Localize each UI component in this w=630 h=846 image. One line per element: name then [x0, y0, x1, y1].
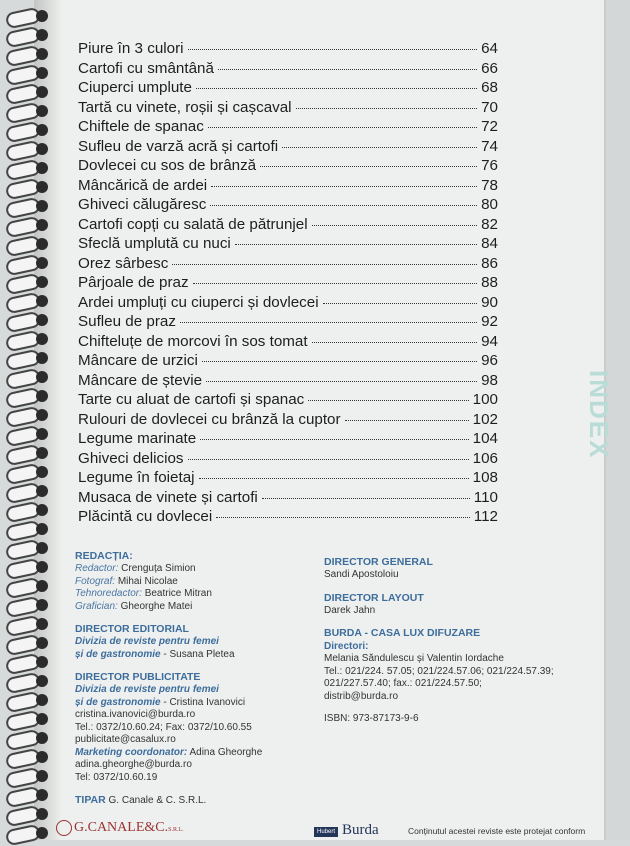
- binding-ring: [6, 407, 50, 425]
- toc-entry-title: Sufleu de varză acră și cartofi: [78, 137, 279, 155]
- director-publicitate-header: DIRECTOR PUBLICITATE: [75, 671, 201, 683]
- toc-entry-page: 106: [472, 449, 498, 467]
- staff-label: Tehnoredactor:: [75, 588, 142, 599]
- toc-entry: [78, 235, 498, 255]
- toc-entry-page: 78: [481, 176, 498, 194]
- binding-ring: [6, 84, 50, 102]
- dot-leader: [296, 108, 478, 109]
- credits-left: [75, 550, 315, 808]
- burda-logo-text: Burda: [342, 822, 379, 838]
- dot-leader: [312, 342, 477, 343]
- binding-ring: [6, 236, 50, 254]
- toc-entry-page: 88: [481, 274, 498, 291]
- phone-text: Tel.: 0372/10.60.24; Fax: 0372/10.60.55: [75, 721, 252, 733]
- binding-ring: [6, 350, 50, 368]
- dot-leader: [345, 420, 469, 421]
- staff-label: Fotograf:: [75, 575, 116, 587]
- toc-entry-title: Plăcintă cu dovlecei: [78, 508, 213, 525]
- toc-entry-page: 76: [481, 157, 498, 174]
- email-text: publicitate@casalux.ro: [75, 734, 176, 745]
- binding-ring: [6, 540, 50, 558]
- toc-entry: [78, 333, 498, 353]
- dot-leader: [211, 186, 477, 187]
- dot-leader: [323, 303, 478, 304]
- dot-leader: [210, 205, 477, 206]
- dot-leader: [208, 127, 477, 128]
- division-line: Divizia de reviste pentru femei: [75, 636, 219, 647]
- dot-leader: [308, 400, 468, 401]
- toc-entry-title: Rulouri de dovlecei cu brânză la cuptor: [78, 410, 341, 428]
- difuzare-header: BURDA - CASA LUX DIFUZARE: [324, 627, 481, 639]
- dot-leader: [312, 225, 477, 226]
- toc-entry: [78, 177, 498, 197]
- toc-entry-title: Sufleu de praz: [78, 313, 176, 330]
- toc-entry-page: 82: [481, 215, 498, 233]
- dot-leader: [282, 147, 477, 148]
- binding-ring: [6, 673, 50, 691]
- binding-ring: [6, 749, 50, 767]
- staff-name: Mihai Nicolae: [117, 575, 178, 587]
- binding-ring: [6, 369, 50, 387]
- binding-ring: [6, 806, 50, 824]
- binding-ring: [6, 711, 50, 729]
- toc-entry: [78, 60, 498, 80]
- marketing-name: Adina Gheorghe: [187, 746, 263, 758]
- toc-entry-title: Legume marinate: [78, 430, 197, 447]
- binding-ring: [6, 274, 50, 292]
- phone-text: Tel: 0372/10.60.19: [75, 771, 158, 783]
- index-side-tab: INDEX: [584, 370, 614, 460]
- burda-logo-box: Hubert: [314, 827, 338, 837]
- canale-logo-suffix: S.R.L.: [168, 827, 184, 834]
- dot-leader: [199, 478, 469, 479]
- binding-ring: [6, 787, 50, 805]
- dot-leader: [216, 517, 470, 518]
- canale-logo-icon: [56, 820, 72, 836]
- binding-ring: [6, 103, 50, 121]
- toc-entry-page: 64: [481, 40, 498, 57]
- binding-ring: [6, 692, 50, 710]
- dot-leader: [180, 322, 477, 323]
- toc-entry-title: Orez sârbesc: [78, 254, 169, 272]
- toc-entry: [78, 313, 498, 333]
- toc-entry: [78, 411, 498, 431]
- toc-entry-title: Chiftele de spanac: [78, 118, 204, 135]
- binding-ring: [6, 331, 50, 349]
- binding-ring: [6, 464, 50, 482]
- dot-leader: [188, 49, 478, 50]
- division-line: Divizia de reviste pentru femei: [75, 684, 219, 695]
- toc-entry: [78, 352, 498, 372]
- binding-ring: [6, 768, 50, 786]
- dot-leader: [262, 498, 470, 499]
- dot-leader: [206, 381, 477, 382]
- binding-ring: [6, 426, 50, 444]
- legal-notice: Conținutul acestei reviste este protejat conform: [408, 826, 586, 836]
- binding-ring: [6, 217, 50, 235]
- binding-ring: [6, 160, 50, 178]
- directori-label: Directori:: [324, 641, 369, 652]
- toc-entry-page: 102: [472, 410, 498, 428]
- toc-entry-title: Cartofi copți cu salată de pătrunjel: [78, 215, 308, 233]
- director-editorial-name: - Susana Pletea: [160, 648, 235, 660]
- staff-line: [75, 576, 315, 589]
- toc-entry: [78, 274, 498, 294]
- toc-entry-page: 84: [481, 235, 498, 252]
- spiral-binding: [0, 0, 58, 840]
- binding-ring: [6, 521, 50, 539]
- binding-ring: [6, 559, 50, 577]
- staff-line: [75, 563, 315, 576]
- canale-logo: [56, 820, 184, 836]
- staff-name: Crenguța Simion: [121, 563, 196, 574]
- toc-entry-page: 90: [481, 293, 498, 311]
- binding-ring: [6, 578, 50, 596]
- canale-logo-text: G.CANALE&C.: [74, 820, 169, 836]
- staff-name: Beatrice Mitran: [144, 588, 212, 599]
- director-layout-header: DIRECTOR LAYOUT: [324, 591, 424, 604]
- tipar-line: [75, 794, 315, 808]
- binding-ring: [6, 483, 50, 501]
- binding-ring: [6, 27, 50, 45]
- toc-entry-page: 80: [481, 196, 498, 213]
- toc-entry-page: 112: [473, 508, 498, 525]
- toc-entry-page: 94: [481, 332, 498, 350]
- tipar-value: G. Canale & C. S.R.L.: [105, 795, 207, 806]
- director-general-header: DIRECTOR GENERAL: [324, 556, 433, 568]
- email-text: cristina.ivanovici@burda.ro: [75, 709, 196, 720]
- toc-entry: [78, 450, 498, 470]
- dot-leader: [202, 361, 477, 362]
- toc-entry-title: Legume în foietaj: [78, 469, 195, 486]
- toc-entry-title: Tarte cu aluat de cartofi și spanac: [78, 391, 305, 408]
- division-name-line: [75, 649, 315, 662]
- dot-leader: [193, 283, 477, 284]
- binding-ring: [6, 312, 50, 330]
- director-general-name: Sandi Apostoloiu: [324, 569, 399, 580]
- binding-ring: [6, 141, 50, 159]
- toc-entry: [78, 372, 498, 392]
- binding-ring: [6, 597, 50, 615]
- staff-line: [75, 601, 315, 614]
- toc-entry-page: 74: [481, 137, 498, 155]
- phone-text: 021/227.57.40; fax.: 021/224.57.50;: [324, 678, 482, 689]
- toc-entry-page: 92: [481, 313, 498, 330]
- toc-entry-title: Mâncărică de ardei: [78, 176, 208, 194]
- directori-names: Melania Săndulescu și Valentin Iordache: [324, 653, 504, 664]
- binding-ring: [6, 255, 50, 273]
- toc-entry: [78, 40, 498, 60]
- binding-ring: [6, 46, 50, 64]
- redactia-header: REDACȚIA:: [75, 550, 133, 562]
- binding-ring: [6, 388, 50, 406]
- toc-entry-title: Chifteluțe de morcovi în sos tomat: [78, 332, 308, 350]
- toc-entry: [78, 294, 498, 314]
- dot-leader: [188, 459, 469, 460]
- toc-entry-page: 66: [481, 59, 498, 77]
- toc-entry-page: 104: [472, 430, 498, 447]
- division-line: și de gastronomie: [75, 696, 161, 708]
- binding-ring: [6, 8, 50, 26]
- director-layout-name: Darek Jahn: [324, 604, 376, 616]
- toc-entry-title: Sfeclă umplută cu nuci: [78, 235, 231, 252]
- toc-entry-page: 100: [472, 391, 498, 408]
- toc-entry: [78, 489, 498, 509]
- binding-ring: [6, 122, 50, 140]
- credits-right: [324, 556, 564, 726]
- staff-line: [75, 588, 315, 601]
- marketing-line: [75, 747, 315, 760]
- toc-entry-title: Pârjoale de praz: [78, 274, 189, 291]
- email-text: distrib@burda.ro: [324, 690, 399, 702]
- toc-entry-page: 86: [481, 254, 498, 272]
- binding-ring: [6, 654, 50, 672]
- toc-entry-title: Ardei umpluți cu ciuperci și dovlecei: [78, 293, 319, 311]
- toc-entry-title: Mâncare de urzici: [78, 352, 198, 369]
- dot-leader: [200, 439, 468, 440]
- division-line: și de gastronomie: [75, 648, 161, 660]
- toc-entry-title: Musaca de vinete și cartofi: [78, 488, 258, 506]
- director-editorial-header: DIRECTOR EDITORIAL: [75, 623, 189, 635]
- toc-entry: [78, 99, 498, 119]
- email-text: adina.gheorghe@burda.ro: [75, 759, 192, 770]
- staff-label: Grafician:: [75, 600, 118, 612]
- binding-ring: [6, 730, 50, 748]
- dot-leader: [172, 264, 477, 265]
- toc-entry: [78, 79, 498, 99]
- dot-leader: [196, 88, 477, 89]
- toc-entry: [78, 508, 498, 528]
- staff-name: Gheorghe Matei: [120, 600, 193, 612]
- toc-entry: [78, 391, 498, 411]
- binding-ring: [6, 293, 50, 311]
- binding-ring: [6, 179, 50, 197]
- binding-ring: [6, 445, 50, 463]
- toc-entry-title: Piure în 3 culori: [78, 40, 184, 57]
- binding-ring: [6, 616, 50, 634]
- toc-entry-title: Ghiveci călugăresc: [78, 196, 207, 213]
- toc-entry-title: Tartă cu vinete, roșii și cașcaval: [78, 98, 292, 116]
- binding-ring: [6, 65, 50, 83]
- toc-entry: [78, 216, 498, 236]
- binding-ring: [6, 825, 50, 843]
- toc-entry: [78, 138, 498, 158]
- toc-entry-page: 108: [472, 469, 498, 486]
- toc-entry: [78, 255, 498, 275]
- toc-entry-title: Ciuperci umplute: [78, 79, 192, 96]
- binding-ring: [6, 635, 50, 653]
- marketing-label: Marketing coordonator:: [75, 746, 188, 758]
- dot-leader: [218, 69, 477, 70]
- toc-entry: [78, 430, 498, 450]
- dot-leader: [235, 244, 477, 245]
- toc-entry-title: Dovlecei cu sos de brânză: [78, 157, 257, 174]
- division-name-line: [75, 697, 315, 710]
- toc-entry: [78, 157, 498, 177]
- toc-entry-page: 68: [481, 79, 498, 96]
- toc-entry-title: Cartofi cu smântână: [78, 59, 214, 77]
- toc-entry-page: 70: [481, 98, 498, 116]
- director-publicitate-name: - Cristina Ivanovici: [160, 696, 246, 708]
- toc-entry: [78, 118, 498, 138]
- tipar-label: TIPAR: [75, 794, 106, 806]
- phone-text: Tel.: 021/224. 57.05; 021/224.57.06; 021/224.57.39;: [324, 665, 554, 677]
- isbn-text: ISBN: 973-87173-9-6: [324, 713, 419, 724]
- binding-ring: [6, 198, 50, 216]
- toc-entry-page: 72: [481, 118, 498, 135]
- binding-ring: [6, 502, 50, 520]
- toc-entry-page: 110: [473, 488, 498, 506]
- toc-entry-page: 98: [481, 371, 498, 389]
- toc-entry: [78, 469, 498, 489]
- dot-leader: [260, 166, 477, 167]
- staff-label: Redactor:: [75, 563, 119, 574]
- table-of-contents: [78, 40, 498, 528]
- toc-entry-page: 96: [481, 352, 498, 369]
- toc-entry-title: Ghiveci delicios: [78, 449, 184, 467]
- toc-entry-title: Mâncare de ștevie: [78, 371, 203, 389]
- toc-entry: [78, 196, 498, 216]
